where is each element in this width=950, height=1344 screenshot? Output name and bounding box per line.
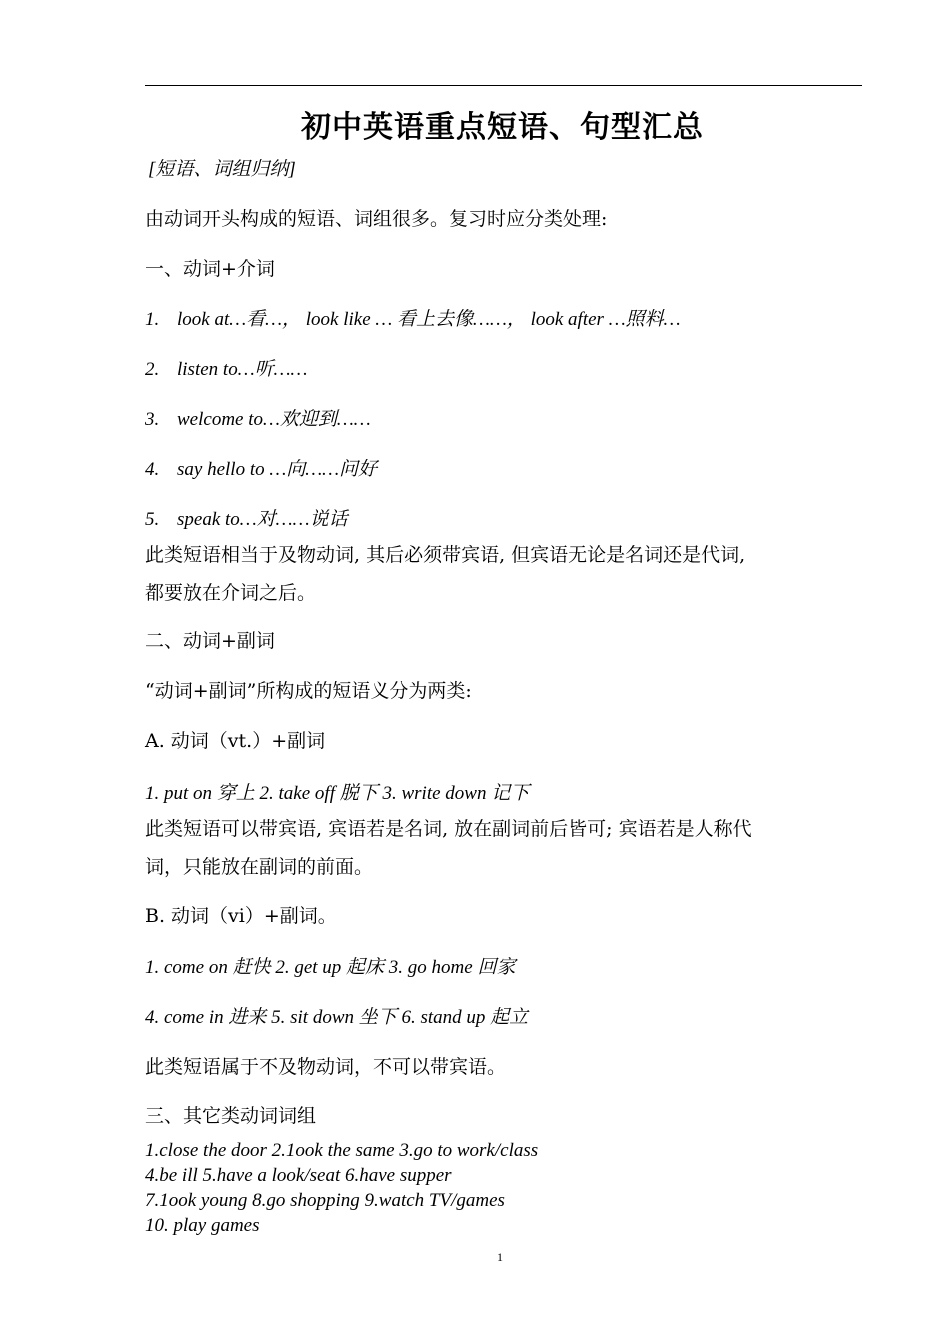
- subsection-b-note: 此类短语属于不及物动词，不可以带宾语。: [145, 1056, 507, 1078]
- item-number: 5.: [145, 509, 160, 530]
- item-number: 4.: [145, 459, 160, 480]
- intro-text: 由动词开头构成的短语、词组很多。复习时应分类处理:: [145, 208, 608, 230]
- phrase-line: 10. play games: [145, 1215, 260, 1236]
- header-rule: [145, 85, 862, 86]
- item-number: 1.: [145, 309, 160, 330]
- subsection-a-note-cont: 词，只能放在副词的前面。: [145, 856, 374, 878]
- item-text: welcome to…欢迎到……: [177, 409, 371, 430]
- section2-heading: 二、动词+副词: [145, 630, 275, 652]
- subsection-b: B. 动词（vi）+副词。: [145, 905, 337, 927]
- item-text: say hello to …向……问好: [177, 459, 378, 480]
- list-item: [145, 360, 307, 379]
- document-title: 初中英语重点短语、句型汇总: [301, 110, 704, 145]
- section1-note-cont: 都要放在介词之后。: [145, 582, 317, 604]
- subsection-b-items: 1. come on 赶快 2. get up 起床 3. go home 回家: [145, 957, 516, 978]
- section3-heading: 三、其它类动词词组: [145, 1105, 317, 1127]
- page-number: 1: [497, 1250, 503, 1264]
- item-text: listen to…听……: [177, 359, 308, 380]
- phrase-line: 1.close the door 2.1ook the same 3.go to work/class: [145, 1140, 539, 1161]
- list-item: [145, 510, 347, 529]
- phrase-line: 4.be ill 5.have a look/seat 6.have supper: [145, 1165, 452, 1186]
- phrase-line: 7.1ook young 8.go shopping 9.watch TV/games: [145, 1190, 505, 1211]
- section1-heading: 一、动词+介词: [145, 258, 275, 280]
- section1-note: 此类短语相当于及物动词, 其后必须带宾语, 但宾语无论是名词还是代词,: [145, 544, 746, 566]
- subsection-a-note: 此类短语可以带宾语, 宾语若是名词, 放在副词前后皆可; 宾语若是人称代: [145, 818, 752, 840]
- subtitle: [短语、词组归纳]: [148, 159, 296, 180]
- subsection-b-items-2: 4. come in 进来 5. sit down 坐下 6. stand up 起立: [145, 1007, 529, 1028]
- subsection-a-items: 1. put on 穿上 2. take off 脱下 3. write down 记下: [145, 783, 530, 804]
- subsection-a: A. 动词（vt.）+副词: [145, 730, 326, 752]
- list-item: [145, 460, 377, 479]
- item-text: speak to…对……说话: [177, 509, 348, 530]
- list-item: [145, 410, 371, 429]
- item-number: 2.: [145, 359, 160, 380]
- section2-intro: “动词+副词”所构成的短语义分为两类:: [145, 680, 472, 702]
- item-text: look at…看…， look like … 看上去像……， look after …照料…: [177, 309, 681, 330]
- item-number: 3.: [145, 409, 160, 430]
- list-item: [145, 310, 680, 329]
